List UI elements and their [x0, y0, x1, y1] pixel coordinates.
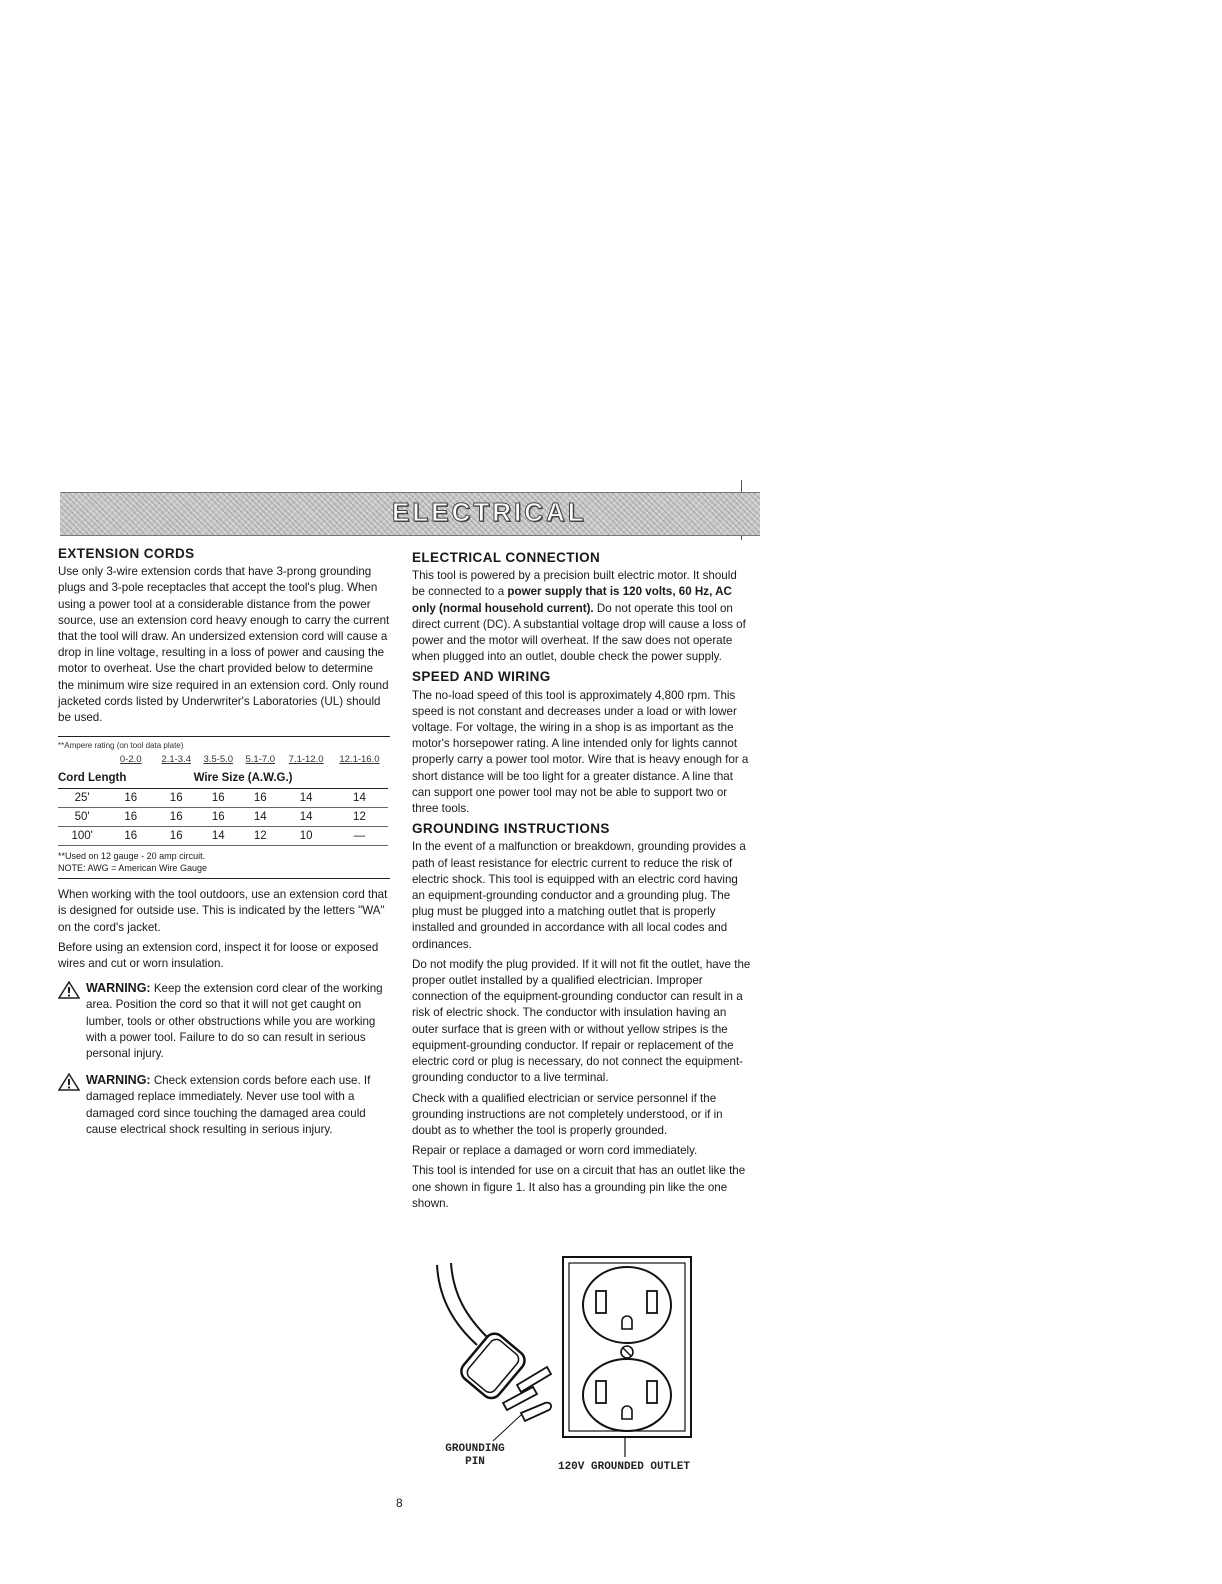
cord-length-cell: 25' [58, 788, 106, 807]
power-supply-spec: power supply that is 120 volts, 60 Hz, AC only (normal household current). [412, 585, 732, 615]
cord-length-cell: 100' [58, 827, 106, 846]
amp-range: 0-2.0 [119, 754, 142, 766]
grounding-paragraph: Check with a qualified electrician or service personnel if the grounding instructions are not completely understood, or if in doubt as to whether the tool is properly grounded. [412, 1091, 723, 1137]
amp-range: 3.5-5.0 [203, 754, 234, 766]
wire-size-cell: 14 [281, 788, 331, 807]
wire-size-cell: 16 [197, 807, 239, 826]
electrical-connection-text [412, 568, 752, 665]
wire-size-cell: 14 [197, 827, 239, 846]
cord-length-cell: 50' [58, 807, 106, 826]
section-title: ELECTRICAL [392, 497, 587, 527]
wire-size-cell: 14 [281, 807, 331, 826]
outdoor-cord-text: When working with the tool outdoors, use an extension cord that is designed for outside use. This is indicated by the letters "WA" on the cord's jacket. [58, 888, 388, 934]
amp-range: 5.1-7.0 [245, 754, 276, 766]
right-column [412, 550, 752, 1216]
wire-size-cell: 16 [155, 827, 197, 846]
wire-size-table-block [58, 736, 390, 879]
wire-size-cell: 10 [281, 827, 331, 846]
warning-triangle-icon [58, 981, 80, 999]
wire-size-cell: 12 [239, 827, 281, 846]
grounding-paragraph: In the event of a malfunction or breakdown, grounding provides a path of least resistance for electric current to reduce the risk of electric shock. This tool is equipped with an electric cord having an equipment-grounding conductor and a grounding plug. The plug must be plugged into a matching outlet that is properly installed and grounded in accordance with all local codes and ordinances. [412, 840, 746, 951]
grounding-paragraph: This tool is intended for use on a circuit that has an outlet like the one shown in figure 1. It also has a grounding pin like the one shown. [412, 1164, 746, 1210]
wire-size-cell: 16 [106, 788, 155, 807]
warning-block [58, 1072, 390, 1138]
grounding-paragraph: Do not modify the plug provided. If it will not fit the outlet, have the proper outlet installed by a qualified electrician. Improper connection of the equipment-grounding conductor can result in a risk of electric shock. The conductor with insulation having an outer surface that is green with or without yellow stripes is the equipment-grounding conductor. If repair or replacement of the electric cord or plug is necessary, do not connect the equipment-grounding conductor to a live terminal. [412, 957, 751, 1085]
wire-size-cell: 16 [239, 788, 281, 807]
table-note: NOTE: AWG = American Wire Gauge [58, 863, 207, 874]
grounding-paragraph: Repair or replace a damaged or worn cord immediately. [412, 1144, 698, 1158]
connection-text-b: Do not operate this tool on direct current (DC). A substantial voltage drop will cause a loss of power and the motor will overheat. If the saw does not operate when plugged into an outlet, double check the power supply. [412, 601, 746, 664]
amp-range: 2.1-3.4 [161, 754, 191, 766]
speed-wiring-text: The no-load speed of this tool is approximately 4,800 rpm. This speed is not constant and decreases under a load or with lower voltage. For voltage, the wiring in a shop is as important as the motor's horsepower rating. A line intended only for lights cannot properly carry a power tool motor. Wire that is heavy enough for a short distance will be too light for a greater distance. A line that can support one power tool may not be able to support two or three tools. [412, 688, 749, 816]
table-row [58, 807, 388, 826]
warning-text: Check extension cords before each use. If damaged replace immediately. Never use tool with a damaged cord since touching the damaged area could cause electrical shock resulting in serious injury. [86, 1074, 371, 1136]
table-row [58, 788, 388, 807]
left-column [58, 546, 390, 1148]
table-footnote: **Used on 12 gauge - 20 amp circuit. [58, 851, 206, 862]
wire-size-cell: — [331, 827, 388, 846]
speed-wiring-heading: SPEED AND WIRING [412, 669, 551, 685]
table-header-row [58, 769, 388, 788]
connection-text-a: This tool is powered by a precision built electric motor. It should be connected to a [412, 569, 737, 599]
wire-size-cell: 16 [106, 827, 155, 846]
plug-outlet-figure [425, 1255, 725, 1485]
grounding-pin-label: GROUNDING PIN [445, 1443, 505, 1468]
warning-text: Keep the extension cord clear of the working area. Position the cord so that it will not get caught on lumber, tools or other obstructions while you are working with a power tool. Failure to do so can result in serious personal injury. [86, 982, 383, 1061]
wire-size-header: Wire Size (A.W.G.) [155, 769, 331, 788]
warning-triangle-icon [58, 1073, 80, 1091]
wire-size-cell: 14 [239, 807, 281, 826]
warning-label: WARNING: [86, 981, 151, 996]
extension-cords-intro: Use only 3-wire extension cords that have 3-prong grounding plugs and 3-pole receptacles that accept the tool's plug. When using a power tool at a considerable distance from the power source, use an extension cord heavy enough to carry the current that the tool will draw. An undersized extension cord will cause a drop in line voltage, resulting in a loss of power and causing the motor to overheat. Use the chart provided below to determine the minimum wire size required in an extension cord. Only round jacketed cords listed by Underwriter's Laboratories (UL) should be used. [58, 565, 390, 725]
wire-size-cell: 16 [197, 788, 239, 807]
inspect-cord-text: Before using an extension cord, inspect it for loose or exposed wires and cut or worn insulation. [58, 940, 379, 971]
grounded-outlet-label: 120V GROUNDED OUTLET [557, 1461, 691, 1473]
wire-size-cell: 12 [331, 807, 388, 826]
cord-length-header: Cord Length [58, 769, 155, 788]
warning-block [58, 980, 390, 1062]
wire-size-cell: 16 [155, 807, 197, 826]
extension-cords-heading: EXTENSION CORDS [58, 546, 195, 561]
wire-size-cell: 16 [155, 788, 197, 807]
warning-label: WARNING: [86, 1073, 151, 1088]
amp-range: 7.1-12.0 [288, 754, 324, 766]
ampere-rating-note: **Ampere rating (on tool data plate) [58, 741, 184, 751]
electrical-connection-heading: ELECTRICAL CONNECTION [412, 550, 601, 565]
amp-range: 12.1-16.0 [339, 754, 380, 766]
wire-size-table [58, 751, 388, 846]
page-number: 8 [396, 1496, 403, 1510]
wire-size-cell: 16 [106, 807, 155, 826]
wire-size-cell: 14 [331, 788, 388, 807]
table-row [58, 827, 388, 846]
grounding-heading: GROUNDING INSTRUCTIONS [412, 821, 610, 837]
amp-range-row [58, 751, 388, 769]
section-banner [60, 492, 760, 536]
